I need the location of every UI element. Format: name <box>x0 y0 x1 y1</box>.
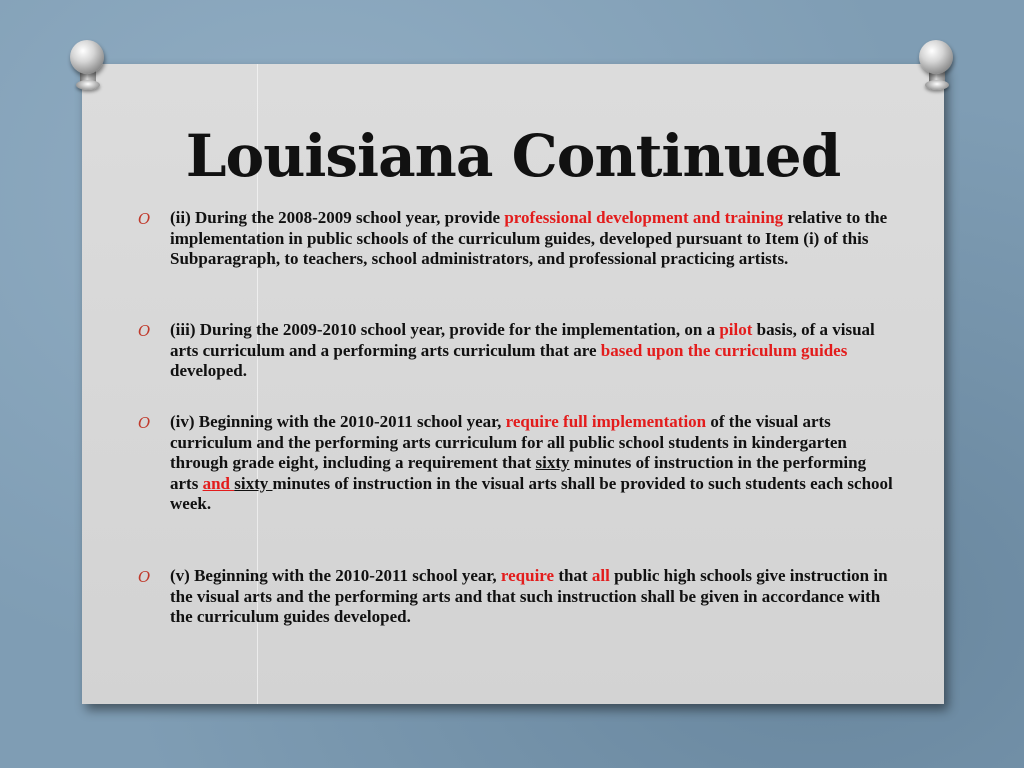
pushpin-icon <box>919 40 953 74</box>
highlight-text: professional development and training <box>504 208 784 227</box>
bullet-text: (iv) Beginning with the 2010-2011 school year, require full implementation of the visual arts curriculum and the performing arts curriculum for all public school students in kindergarten through grade eight, including a requirement that sixty minutes of instruction in the performing arts and sixty minutes of instruction in the visual arts shall be provided to such students each school week. <box>170 412 893 513</box>
underlined-text: sixty <box>234 473 273 493</box>
bullet-item <box>138 320 898 382</box>
slide-title: Louisiana Continued <box>185 122 841 190</box>
bullet-marker-icon: O <box>138 568 151 586</box>
bullet-marker-icon: O <box>138 414 151 432</box>
highlight-text: all <box>591 566 610 585</box>
highlight-underlined-text: and <box>202 473 235 493</box>
bullet-item <box>138 208 898 270</box>
highlight-text: pilot <box>719 320 753 339</box>
bullet-item <box>138 566 898 628</box>
highlight-text: require <box>500 566 555 585</box>
bullet-marker-icon: O <box>138 322 151 340</box>
underlined-text: sixty <box>535 453 570 472</box>
bullet-marker-icon: O <box>138 210 151 228</box>
highlight-text: based upon the curriculum guides <box>600 340 848 360</box>
bullet-text: (iii) During the 2009-2010 school year, provide for the implementation, on a pilot basis, of a visual arts curriculum and a performing arts curriculum that are based upon the curriculum guides developed. <box>170 320 875 380</box>
highlight-text: require full implementation <box>505 412 707 431</box>
bullet-item <box>138 412 898 515</box>
bullet-text: (ii) During the 2008-2009 school year, provide professional development and training relative to the implementation in public schools of the curriculum guides, developed pursuant to Item (i) of this Subparagraph, to teachers, school administrators, and professional practicing artists. <box>170 208 888 268</box>
bullet-text: (v) Beginning with the 2010-2011 school year, require that all public high schools give instruction in the visual arts and the performing arts and that such instruction shall be given in accordance with the curriculum guides developed. <box>170 566 888 626</box>
pushpin-icon <box>70 40 104 74</box>
